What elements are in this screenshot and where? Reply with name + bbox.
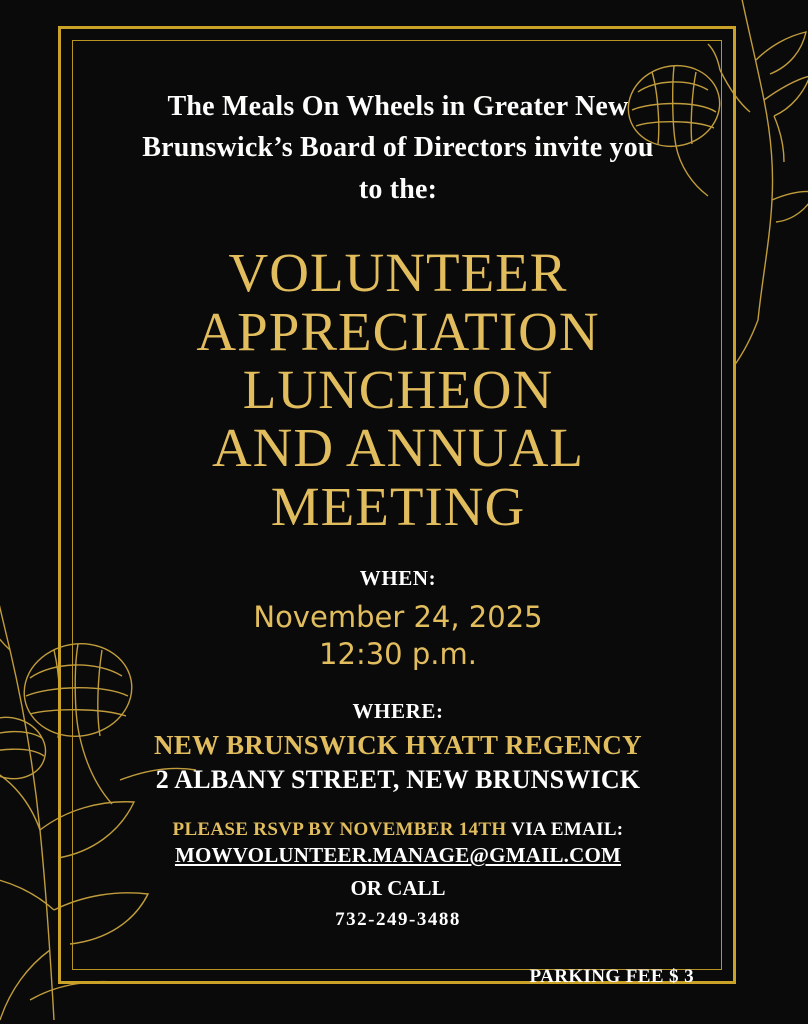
title-line-1: VOLUNTEER <box>228 242 568 304</box>
intro-text <box>107 86 689 210</box>
title-line-5: MEETING <box>270 475 526 537</box>
title-line-3: LUNCHEON <box>242 358 554 420</box>
venue-name: NEW BRUNSWICK HYATT REGENCY <box>154 730 642 761</box>
event-date: November 24, 2025 <box>253 599 543 634</box>
title-line-2: APPRECIATION <box>196 300 600 362</box>
rsvp-email-link[interactable]: MOWVOLUNTEER.MANAGE@GMAIL.COM <box>174 843 622 868</box>
rsvp-email-wrapper <box>96 841 700 868</box>
rsvp-via-email: VIA EMAIL: <box>506 819 624 841</box>
when-label: WHEN: <box>359 565 437 590</box>
intro-line-3: to the: <box>358 173 438 205</box>
rsvp-instruction <box>96 819 700 841</box>
venue-address: 2 ALBANY STREET, NEW BRUNSWICK <box>155 765 641 795</box>
event-time: 12:30 p.m. <box>319 636 477 671</box>
rsvp-deadline: PLEASE RSVP BY NOVEMBER 14TH <box>172 819 507 841</box>
or-call-label: OR CALL <box>350 876 446 901</box>
intro-line-2: Brunswick’s Board of Directors invite you <box>142 132 654 164</box>
intro-line-1: The Meals On Wheels in Greater New <box>167 91 629 122</box>
parking-fee-note: PARKING FEE $ 3 <box>529 966 694 987</box>
contact-phone: 732-249-3488 <box>335 909 461 931</box>
poster-content <box>96 86 700 987</box>
title-line-4: AND ANNUAL <box>211 417 585 479</box>
where-label: WHERE: <box>352 699 444 724</box>
event-title <box>96 244 700 535</box>
event-datetime <box>96 599 700 673</box>
